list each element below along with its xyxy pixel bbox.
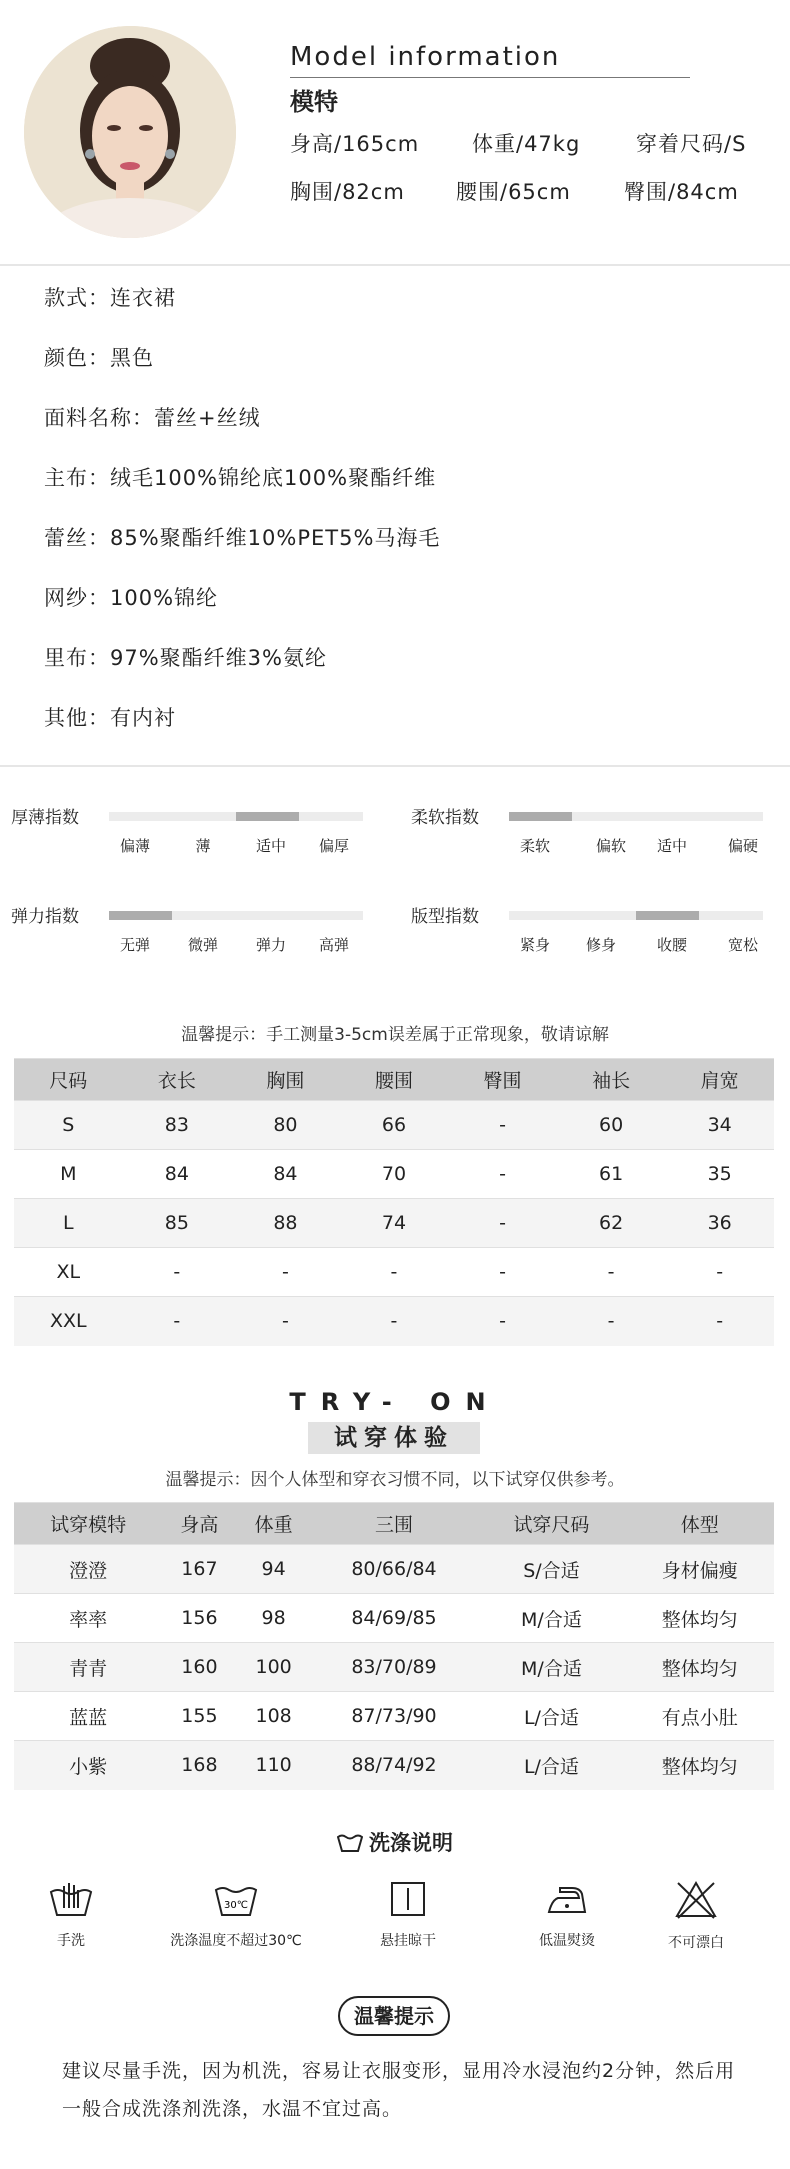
table-cell: 36 [665,1199,774,1248]
model-waist: 腰围/65cm [456,180,571,204]
title-underline [290,77,690,78]
index-label: 厚薄指数 [11,808,79,828]
table-cell: 94 [237,1545,311,1594]
header-cell: 尺码 [14,1059,123,1101]
divider [0,264,790,266]
table-cell: 小紫 [14,1741,162,1790]
table-cell: - [340,1248,449,1297]
table-cell: 66 [340,1101,449,1150]
header-cell: 袖长 [557,1059,666,1101]
table-cell: 蓝蓝 [14,1692,162,1741]
table-header [14,1503,774,1545]
table-cell: - [123,1297,232,1346]
index-option: 修身 [585,936,616,954]
table-cell: 34 [665,1101,774,1150]
table-cell: - [448,1248,557,1297]
header-cell: 体重 [237,1503,311,1545]
table-cell: S/合适 [477,1545,625,1594]
table-row [14,1199,774,1248]
table-cell: 35 [665,1150,774,1199]
wash-30-icon [213,1880,259,1918]
header-cell: 肩宽 [665,1059,774,1101]
table-cell: L/合适 [477,1741,625,1790]
header-cell: 衣长 [123,1059,232,1101]
index-option: 弹力 [255,936,286,954]
table-cell: 有点小肚 [626,1692,774,1741]
index-fill [636,911,699,920]
model-avatar [24,26,236,238]
tryon-note: 温馨提示：因个人体型和穿衣习惯不同，以下试穿仅供参考。 [165,1470,625,1490]
spec-lining: 里布：97%聚酯纤维3%氨纶 [44,646,327,670]
index-bar [109,911,363,920]
header-cell: 臀围 [448,1059,557,1101]
spec-fabric: 面料名称：蕾丝+丝绒 [44,406,261,430]
index-fill [109,911,172,920]
index-option: 紧身 [519,936,550,954]
wash-item [492,1880,642,1950]
table-cell: 156 [162,1594,236,1643]
wash-label: 不可漂白 [668,1935,724,1951]
table-cell: 率率 [14,1594,162,1643]
hand-wash-icon [48,1880,94,1918]
table-cell: 70 [340,1150,449,1199]
wash-temp: 30℃ [224,1900,248,1911]
spec-other: 其他：有内衬 [44,706,176,730]
table-cell: - [448,1199,557,1248]
size-note: 温馨提示：手工测量3-5cm误差属于正常现象，敬请谅解 [181,1025,609,1045]
wash-label: 低温熨烫 [539,1933,595,1949]
header-cell: 体型 [626,1503,774,1545]
index-option: 收腰 [656,936,687,954]
table-cell: - [231,1248,340,1297]
table-cell: - [557,1297,666,1346]
table-cell: 62 [557,1199,666,1248]
table-row [14,1741,774,1790]
tip-text: 建议尽量手洗，因为机洗，容易让衣服变形，显用冷水浸泡约2分钟，然后用一般合成洗涤剂洗涤，水温不宜过高。 [62,2060,736,2120]
index-fill [509,812,572,821]
table-cell: 108 [237,1692,311,1741]
table-cell: 167 [162,1545,236,1594]
table-row [14,1545,774,1594]
table-cell: S [14,1101,123,1150]
table-cell: - [448,1101,557,1150]
model-hip: 臀围/84cm [624,180,739,204]
tryon-title-en: TRY- ON [289,1388,501,1416]
header-cell: 试穿尺码 [477,1503,625,1545]
wash-label: 悬挂晾干 [380,1933,436,1949]
index-option: 偏软 [595,837,626,855]
index-option: 偏薄 [119,837,150,855]
table-cell: 88/74/92 [311,1741,478,1790]
table-row [14,1692,774,1741]
header-cell: 三围 [311,1503,478,1545]
low-iron-icon [544,1880,590,1918]
index-option: 微弹 [187,936,218,954]
table-cell: 155 [162,1692,236,1741]
wash-item [621,1880,771,1952]
index-bar [109,812,363,821]
size-table [14,1058,774,1346]
model-title-en: Model information [290,42,561,72]
model-section [0,0,790,266]
table-cell: 整体均匀 [626,1594,774,1643]
table-cell: 澄澄 [14,1545,162,1594]
model-height: 身高/165cm [290,132,420,156]
model-weight: 体重/47kg [472,132,581,156]
table-cell: 87/73/90 [311,1692,478,1741]
table-cell: 160 [162,1643,236,1692]
table-cell: M/合适 [477,1594,625,1643]
table-cell: - [340,1297,449,1346]
hang-dry-icon [389,1880,427,1918]
table-row [14,1643,774,1692]
wash-label: 洗涤温度不超过30℃ [170,1933,302,1949]
table-row [14,1150,774,1199]
wash-item [0,1880,146,1950]
wash-item [161,1880,311,1950]
index-label: 版型指数 [411,907,479,927]
table-cell: M [14,1150,123,1199]
table-cell: M/合适 [477,1643,625,1692]
table-cell: 100 [237,1643,311,1692]
table-cell: 整体均匀 [626,1643,774,1692]
table-cell: 84 [231,1150,340,1199]
index-option: 偏硬 [727,837,758,855]
spec-lace: 蕾丝：85%聚酯纤维10%PET5%马海毛 [44,526,441,550]
table-cell: L/合适 [477,1692,625,1741]
table-cell: 80/66/84 [311,1545,478,1594]
table-cell: - [448,1150,557,1199]
index-option: 偏厚 [318,837,349,855]
table-cell: - [123,1248,232,1297]
table-cell: L [14,1199,123,1248]
model-bust: 胸围/82cm [290,180,405,204]
wash-item [333,1880,483,1950]
divider [0,765,790,767]
model-title-cn: 模特 [290,88,338,116]
index-label: 弹力指数 [11,907,79,927]
index-option: 薄 [195,837,211,855]
table-cell: 60 [557,1101,666,1150]
header-cell: 身高 [162,1503,236,1545]
table-cell: - [448,1297,557,1346]
index-option: 宽松 [727,936,758,954]
table-cell: - [231,1297,340,1346]
wash-title [0,1827,790,1857]
table-cell: 85 [123,1199,232,1248]
table-row [14,1594,774,1643]
table-row [14,1101,774,1150]
spec-main-fabric: 主布：绒毛100%锦纶底100%聚酯纤维 [44,466,437,490]
index-label: 柔软指数 [411,808,479,828]
spec-color: 颜色：黑色 [44,346,154,370]
tip-title: 温馨提示 [338,1996,450,2036]
spec-list [44,282,440,762]
tryon-table [14,1502,774,1790]
table-cell: 青青 [14,1643,162,1692]
table-cell: - [665,1297,774,1346]
model-size: 穿着尺码/S [636,132,747,156]
index-option: 适中 [255,837,286,855]
tryon-title-cn: 试穿体验 [308,1422,480,1454]
table-cell: 74 [340,1199,449,1248]
table-row [14,1297,774,1346]
spec-style: 款式：连衣裙 [44,286,176,310]
table-cell: 84/69/85 [311,1594,478,1643]
header-cell: 胸围 [231,1059,340,1101]
table-cell: XXL [14,1297,123,1346]
table-cell: - [665,1248,774,1297]
header-cell: 试穿模特 [14,1503,162,1545]
basin-icon [337,1834,363,1852]
index-option: 柔软 [519,837,550,855]
table-header [14,1059,774,1101]
index-option: 适中 [656,837,687,855]
table-cell: 80 [231,1101,340,1150]
no-bleach-icon [674,1880,718,1920]
table-cell: 84 [123,1150,232,1199]
table-cell: - [557,1248,666,1297]
index-bar [509,911,763,920]
spec-mesh: 网纱：100%锦纶 [44,586,219,610]
table-cell: 98 [237,1594,311,1643]
index-option: 无弹 [119,936,150,954]
table-cell: XL [14,1248,123,1297]
table-cell: 88 [231,1199,340,1248]
table-row [14,1248,774,1297]
table-cell: 61 [557,1150,666,1199]
table-cell: 整体均匀 [626,1741,774,1790]
table-cell: 110 [237,1741,311,1790]
header-cell: 腰围 [340,1059,449,1101]
index-fill [236,812,299,821]
wash-label: 手洗 [57,1933,85,1949]
wash-title-text: 洗涤说明 [369,1831,453,1855]
table-cell: 身材偏瘦 [626,1545,774,1594]
table-cell: 168 [162,1741,236,1790]
index-bar [509,812,763,821]
table-cell: 83/70/89 [311,1643,478,1692]
index-option: 高弹 [318,936,349,954]
table-cell: 83 [123,1101,232,1150]
